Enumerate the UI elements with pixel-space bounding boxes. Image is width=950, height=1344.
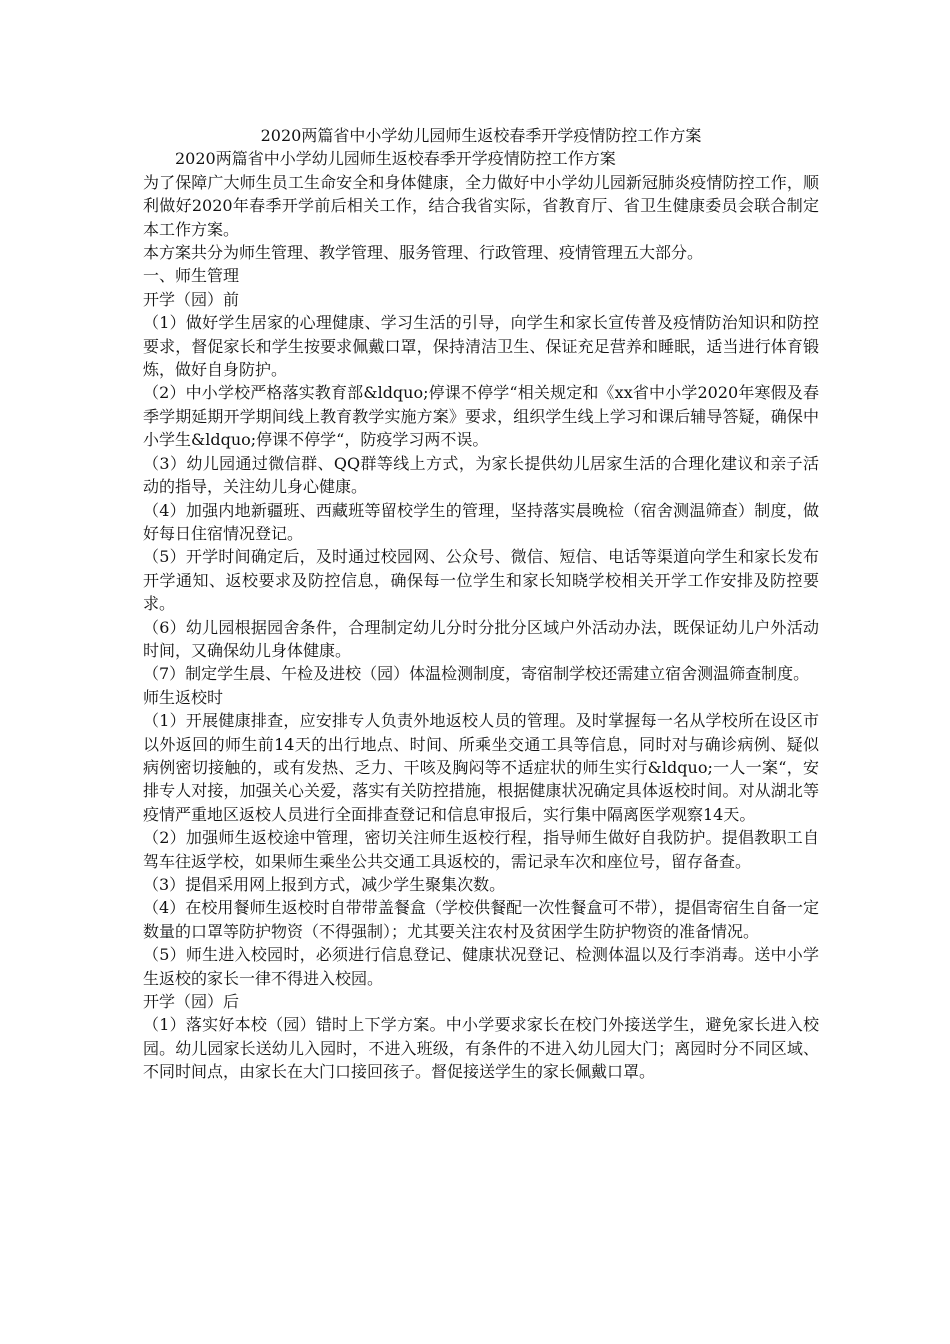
paragraph: （4）在校用餐师生返校时自带带盖餐盒（学校供餐配一次性餐盒可不带），提倡寄宿生自备一定数量的口罩等防护物资（不得强制）；尤其要关注农村及贫困学生防护物资的准备情况。 — [143, 898, 819, 941]
document-subtitle: 2020两篇省中小学幼儿园师生返校春季开学疫情防控工作方案 — [175, 149, 616, 169]
paragraph: （3）幼儿园通过微信群、QQ群等线上方式，为家长提供幼儿居家生活的合理化建议和亲子活动的指导，关注幼儿身心健康。 — [143, 453, 819, 497]
paragraph: （1）做好学生居家的心理健康、学习生活的引导，向学生和家长宣传普及疫情防治知识和防控要求，督促家长和学生按要求佩戴口罩，保持清洁卫生、保证充足营养和睡眠，适当进行体育锻炼，做好自身防护。 — [143, 313, 819, 380]
paragraph: （5）师生进入校园时，必须进行信息登记、健康状况登记、检测体温以及行李消毒。送中小学生返校的家长一律不得进入校园。 — [143, 945, 819, 988]
paragraph: （4）加强内地新疆班、西藏班等留校学生的管理，坚持落实晨晚检（宿舍测温筛查）制度，做好每日住宿情况登记。 — [143, 500, 819, 543]
subsection-heading: 开学（园）前 — [143, 289, 240, 309]
document-page — [143, 124, 819, 1084]
paragraph: （2）中小学校严格落实教育部&ldquo;停课不停学“相关规定和《xx省中小学2020年寒假及春季学期延期开学期间线上教育教学实施方案》要求，组织学生线上学习和课后辅导答疑，确保中小学生&ldquo;停课不停学“，防疫学习两不误。 — [143, 383, 819, 450]
paragraph: 本方案共分为师生管理、教学管理、服务管理、行政管理、疫情管理五大部分。 — [143, 243, 704, 263]
paragraph: 为了保障广大师生员工生命安全和身体健康，全力做好中小学幼儿园新冠肺炎疫情防控工作，顺利做好2020年春季开学前后相关工作，结合我省实际，省教育厅、省卫生健康委员会联合制定本工作方案。 — [143, 172, 819, 239]
paragraph: （7）制定学生晨、午检及进校（园）体温检测制度，寄宿制学校还需建立宿舍测温筛查制度。 — [143, 664, 810, 684]
paragraph: （1）落实好本校（园）错时上下学方案。中小学要求家长在校门外接送学生，避免家长进入校园。幼儿园家长送幼儿入园时，不进入班级，有条件的不进入幼儿园大门；离园时分不同区域、不同时间点，由家长在大门口接回孩子。督促接送学生的家长佩戴口罩。 — [143, 1015, 819, 1082]
paragraph: （5）开学时间确定后，及时通过校园网、公众号、微信、短信、电话等渠道向学生和家长发布开学通知、返校要求及防控信息，确保每一位学生和家长知晓学校相关开学工作安排及防控要求。 — [143, 547, 819, 614]
paragraph: （1）开展健康排查，应安排专人负责外地返校人员的管理。及时掌握每一名从学校所在设区市以外返回的师生前14天的出行地点、时间、所乘坐交通工具等信息，同时对与确诊病例、疑似病例密切接触的，或有发热、乏力、干咳及胸闷等不适症状的师生实行&ldquo;一人一案“，安排专人对接，加强关心关爱，落实有关防控措施，根据健康状况确定具体返校时间。对从湖北等疫情严重地区返校人员进行全面排查登记和信息审报后，实行集中隔离医学观察14天。 — [143, 711, 819, 824]
section-heading: 一、师生管理 — [143, 266, 240, 286]
subsection-heading: 开学（园）后 — [143, 992, 240, 1012]
paragraph: （6）幼儿园根据园舍条件，合理制定幼儿分时分批分区域户外活动办法，既保证幼儿户外活动时间，又确保幼儿身体健康。 — [143, 617, 819, 660]
subsection-heading: 师生返校时 — [143, 687, 224, 707]
paragraph: （3）提倡采用网上报到方式，减少学生聚集次数。 — [143, 875, 506, 894]
document-title: 2020两篇省中小学幼儿园师生返校春季开学疫情防控工作方案 — [260, 126, 702, 145]
paragraph: （2）加强师生返校途中管理，密切关注师生返校行程，指导师生做好自我防护。提倡教职工自驾车往返学校，如果师生乘坐公共交通工具返校的，需记录车次和座位号，留存备查。 — [143, 828, 819, 871]
